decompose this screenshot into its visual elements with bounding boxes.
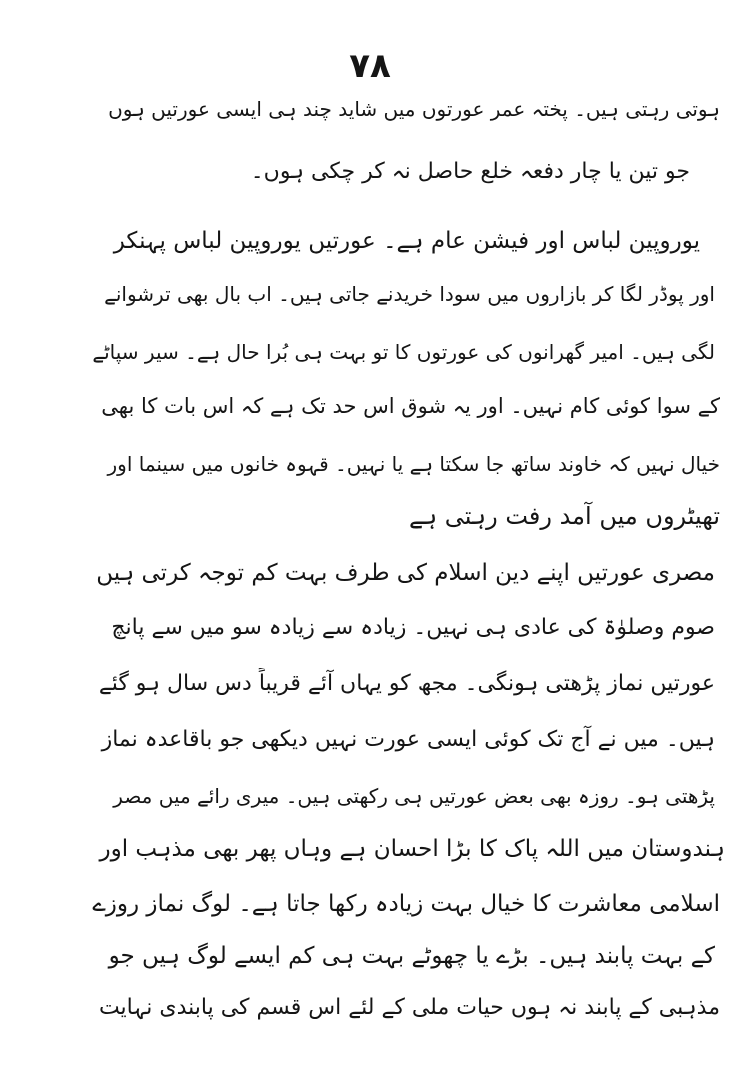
text-line: پڑھتی ہو۔ روزہ بھی بعض عورتیں ہی رکھتی ہیں۔ میری رائے میں مصر [113, 784, 715, 808]
text-line: مصری عورتیں اپنے دین اسلام کی طرف بہت کم توجہ کرتی ہیں [96, 560, 715, 586]
text-line: لگی ہیں۔ امیر گھرانوں کی عورتوں کا تو بہت ہی بُرا حال ہے۔ سیر سپاٹے [92, 340, 715, 364]
text-line: عورتیں نماز پڑھتی ہونگی۔ مجھ کو یہاں آئے قریباً دس سال ہو گئے [98, 671, 715, 696]
text-line: تھیٹروں میں آمد رفت رہتی ہے [409, 502, 720, 530]
text-line: اسلامی معاشرت کا خیال بہت زیادہ رکھا جاتا ہے۔ لوگ نماز روزے [92, 891, 720, 917]
text-line: مذہبی کے پابند نہ ہوں حیات ملی کے لئے اس قسم کی پابندی نہایت [98, 995, 720, 1020]
text-line: ہوتی رہتی ہیں۔ پختہ عمر عورتوں میں شاید چند ہی ایسی عورتیں ہوں [108, 97, 720, 121]
text-line: یوروپین لباس اور فیشن عام ہے۔ عورتیں یوروپین لباس پہنکر [113, 228, 700, 254]
text-line: صوم وصلوٰۃ کی عادی ہی نہیں۔ زیادہ سے زیادہ سو میں سے پانچ [111, 615, 715, 640]
text-line: کے بہت پابند ہیں۔ بڑے یا چھوٹے بہت ہی کم ایسے لوگ ہیں جو [108, 943, 715, 969]
text-line: جو تین یا چار دفعہ خلع حاصل نہ کر چکی ہوں۔ [250, 159, 690, 184]
text-line: کے سوا کوئی کام نہیں۔ اور یہ شوق اس حد تک ہے کہ اس بات کا بھی [101, 394, 720, 418]
text-line: خیال نہیں کہ خاوند ساتھ جا سکتا ہے یا نہیں۔ قہوہ خانوں میں سینما اور [107, 452, 720, 476]
text-line: ہیں۔ میں نے آج تک کوئی ایسی عورت نہیں دیکھی جو باقاعدہ نماز [101, 727, 715, 752]
page-number: ۷۸ [349, 46, 391, 86]
text-line: اور پوڈر لگا کر بازاروں میں سودا خریدنے جاتی ہیں۔ اب بال بھی ترشوانے [104, 282, 715, 306]
text-line: ہندوستان میں اللہ پاک کا بڑا احسان ہے وہاں پھر بھی مذہب اور [99, 836, 725, 862]
